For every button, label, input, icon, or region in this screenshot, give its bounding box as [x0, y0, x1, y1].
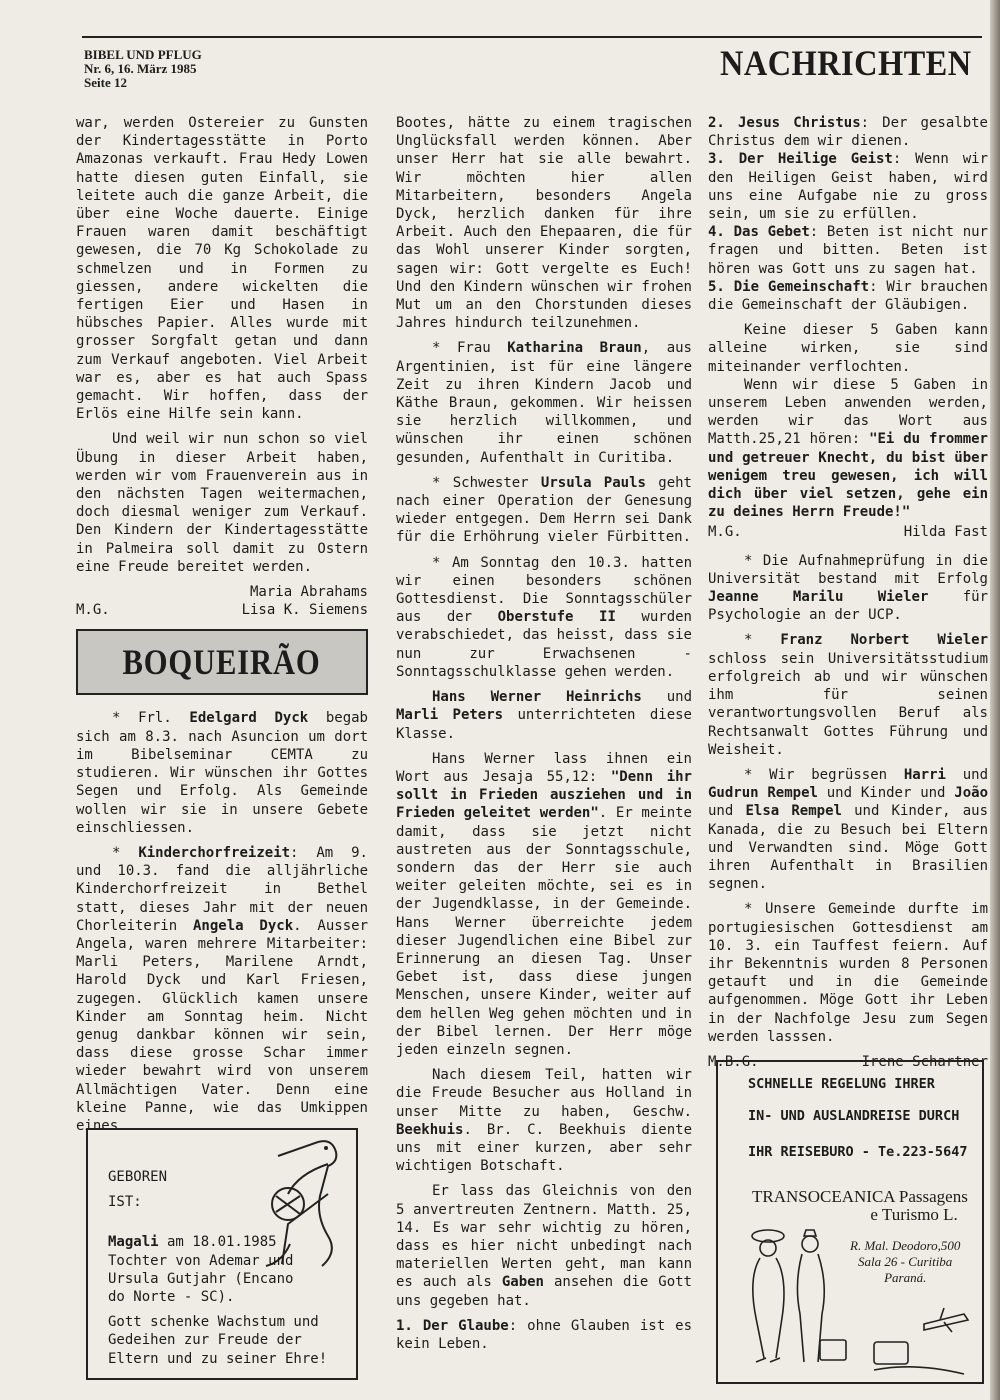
page-binding-edge: [990, 0, 1000, 1400]
section-heading-boqueirao: [76, 629, 368, 695]
news-item: * Die Aufnahmeprüfung in die Universität bestand mit Erfolg Jeanne Marilu Wieler für Psychologie an der UCP.: [708, 552, 989, 624]
news-item: * Wir begrüssen Harri und Gudrun Rempel und Kinder und João und Elsa Rempel und Kinder, aus Kanada, die zu Besuch bei Eltern und Verwandten sind. Möge Gott ihren Aufenthalt in Brasilien segnen.: [708, 766, 989, 893]
news-item: * Frau Katharina Braun, aus Argentinien, ist für eine längere Zeit zu ihren Kindern Jacob und Käthe Braun, gekommen. Wir heissen sie herzlich willkommen, und wünschen ihr einen schönen gesunden, Aufenthalt in Curitiba.: [396, 340, 692, 466]
author-name: Lisa K. Siemens: [241, 602, 368, 619]
birth-details: Magali am 18.01.1985 Tochter von Ademar und Ursula Gutjahr (Encano do Norte - SC).: [108, 1234, 294, 1306]
issue-date: Nr. 6, 16. März 1985: [84, 61, 197, 76]
paragraph: Und weil wir nun schon so viel Übung in dieser Arbeit haben, werden wir vom Frauenverein aus in den nächsten Tagen weitermachen, doch diesmal weniger zum Verkauf. Den Kindern der Kindertagesstätte in Palmeira soll damit zu Ostern eine Freude bereitet werden.: [76, 431, 368, 575]
author-name: Maria Abrahams: [249, 584, 368, 601]
paragraph: Hans Werner Heinrichs und Marli Peters unterrichteten diese Klasse.: [396, 689, 692, 742]
author-name: Hilda Fast: [903, 524, 988, 541]
ad-phone: IHR REISEBURO - Te.223-5647: [748, 1144, 968, 1160]
signature-initials: M.B.G.: [708, 1053, 759, 1070]
column-3: [708, 114, 988, 1081]
section-heading-text: BOQUEIRÃO: [122, 642, 322, 683]
masthead-info: [84, 48, 202, 90]
news-item: * Unsere Gemeinde durfte im portugiesischen Gottesdienst am 10. 3. ein Tauffest feiern. Auf ihr Bekenntnis wurden 8 Personen getauft und in die Gemeinde aufgenommen. Möge Gott ihr Leben in der Nachfolge Jesu zum Segen werden lasssen.: [708, 901, 988, 1045]
list-item: 4. Das Gebet: Beten ist nicht nur fragen und bitten. Beten ist hören was Gott uns zu sagen hat.: [708, 224, 988, 277]
paragraph: Hans Werner lass ihnen ein Wort aus Jesaja 55,12: "Denn ihr sollt in Frieden ausziehen und in Frieden geleitet werden". Er meinte damit, dass sie jetzt nicht austreten aus der Sonntagsschule, sondern das der Herr sie auch weiter geleiten möchte, sei es in der Jugendklasse, in der Gemeinde. Hans Werner überreichte jedem dieser Jugendlichen eine Bibel zur Erinnerung an diesen Tag. Unser Gebet ist, dass diese jungen Menschen, unsere Kinder, weiter auf dem hellen Weg gehen möchten und in der Bibel lernen. Der Herr möge jeden einzeln segnen.: [396, 750, 692, 1058]
column-2: [396, 114, 692, 1360]
section-title-nachrichten: NACHRICHTEN: [720, 43, 972, 83]
signature-block: [708, 523, 988, 541]
paragraph: Keine dieser 5 Gaben kann alleine wirken, sie sind miteinander verflochten.: [708, 322, 988, 375]
birth-label: IST:: [108, 1194, 142, 1211]
birth-blessing: Gott schenke Wachstum und Gedeihen zur Freude der Eltern und zu seiner Ehre!: [108, 1314, 328, 1367]
ad-headline: IN- UND AUSLANDREISE DURCH: [748, 1108, 960, 1124]
paragraph: Er lass das Gleichnis von den 5 anvertreuten Zentnern. Matth. 25, 14. Es war sehr wichtig zu hören, dass es hier nicht unbedingt nach materiellen Werten geht, man kann es auch als Gaben ansehen die Gott uns gegeben hat.: [396, 1183, 692, 1309]
ad-headline: SCHNELLE REGELUNG IHRER: [748, 1076, 935, 1092]
author-name: Irene Schartner: [861, 1053, 988, 1070]
ad-address: R. Mal. Deodoro,500 Sala 26 - Curitiba Paraná.: [850, 1238, 961, 1285]
news-item: * Schwester Ursula Pauls geht nach einer Operation der Genesung wieder entgegen. Dem Herrn sei Dank für die Erhöhrung vieler Fürbitten.: [396, 474, 692, 546]
masthead-rule: [82, 36, 982, 38]
news-item: * Frl. Edelgard Dyck begab sich am 8.3. nach Asuncion um dort im Bibelseminar CEMTA zu studieren. Wir wünschen ihr Gottes Segen und Erfolg. Als Gemeinde wollen wir sie in unsere Gebete einschliessen.: [76, 710, 368, 836]
ad-company-name: TRANSOCEANICA Passagens e Turismo L.: [752, 1187, 968, 1224]
list-item: 1. Der Glaube: ohne Glauben ist es kein Leben.: [396, 1317, 692, 1352]
publication-name: BIBEL UND PFLUG: [84, 47, 202, 62]
news-item: * Am Sonntag den 10.3. hatten wir einen besonders schönen Gottesdienst. Die Sonntagsschüler aus der Oberstufe II wurden verabschiedet, das heisst, dass sie nun zur Erwachsenen - Sonntagsschulklasse gehen werden.: [396, 554, 692, 680]
page-number: Seite 12: [84, 75, 127, 90]
birth-text: [108, 1168, 348, 1375]
paragraph: Wenn wir diese 5 Gaben in unserem Leben anwenden werden, werden wir das Wort aus Matth.25,21 hören: "Ei du frommer und getreuer Knecht, du bist über wenigem treu gewesen, ich will dich über viel setzen, gehe ein zu deines Herrn Freude!": [708, 376, 988, 521]
birth-label: GEBOREN: [108, 1169, 168, 1185]
signature-block: [76, 583, 368, 619]
column-1: [76, 114, 368, 1142]
travel-agency-ad: [716, 1060, 984, 1384]
signature-initials: M.G.: [708, 524, 742, 541]
signature-initials: M.G.: [76, 602, 110, 619]
news-item: * Franz Norbert Wieler schloss sein Universitätsstudium erfolgreich ab und wir wünschen ihm für seinen verantwortungsvollen Beruf als Rechtsanwalt Gottes Führung und Weisheit.: [708, 632, 989, 758]
paragraph: Bootes, hätte zu einem tragischen Unglücksfall werden können. Aber unser Herr hat sie alle bewahrt. Wir möchten hier allen Mitarbeitern, besonders Angela Dyck, herzlich danken für ihre Arbeit. Auch den Ehepaaren, die für das Wohl unserer Kinder sorgten, sagen wir: Gott vergelte es Euch! Und den Kindern wünschen wir frohen Mut um an den Chorstunden dieses Jahres hindurch teilzunehmen.: [396, 115, 692, 332]
paragraph: war, werden Ostereier zu Gunsten der Kindertagesstätte in Porto Amazonas verkauft. Frau Hedy Lowen hatte diesen guten Einfall, sie leitete auch die ganze Arbeit, die über eine Woche dauerte. Einige Frauen waren damit beschäftigt gewesen, die 70 Kg Schokolade zu schmelzen und in Formen zu giessen, andere wickelten die fertigen Eier und Hasen in hübsches Papier. Alles wurde mit grosser Sorgfalt getan und dann zum Verkauf angeboten. Viel Arbeit war es, aber es hat auch Spass gemacht. Wir hoffen, dass der Erlös eine Hilfe sein kann.: [76, 115, 368, 423]
news-item: * Kinderchorfreizeit: Am 9. und 10.3. fand die alljährliche Kinderchorfreizeit in Bethel statt, dieses Jahr mit der neuen Chorleiterin Angela Dyck. Ausser Angela, waren mehrere Mitarbeiter: Marli Peters, Marilene Arndt, Harold Dyck und Karl Friesen, zugegen. Glücklich kamen unsere Kinder am Sonntag heim. Nicht genug dankbar können wir sein, dass diese grosse Schar immer wieder bewahrt wird von unserem Allmächtigen Vater. Denn eine kleine Panne, wie das Umkippen eines: [76, 844, 368, 1134]
list-item: 2. Jesus Christus: Der gesalbte Christus dem wir dienen.: [708, 115, 988, 150]
list-item: 3. Der Heilige Geist: Wenn wir den Heiligen Geist haben, wird uns eine Aufgabe nie zu gross sein, um sie zu erfüllen.: [708, 151, 988, 223]
birth-announcement: [86, 1128, 358, 1380]
list-item: 5. Die Gemeinschaft: Wir brauchen die Gemeinschaft der Gläubigen.: [708, 278, 988, 314]
travelers-illustration-icon: [724, 1202, 980, 1382]
paragraph: Nach diesem Teil, hatten wir die Freude Besucher aus Holland in unser Mitte zu haben, Geschw. Beekhuis. Br. C. Beekhuis diente uns mit einer kurzen, aber sehr wichtigen Botschaft.: [396, 1067, 692, 1175]
